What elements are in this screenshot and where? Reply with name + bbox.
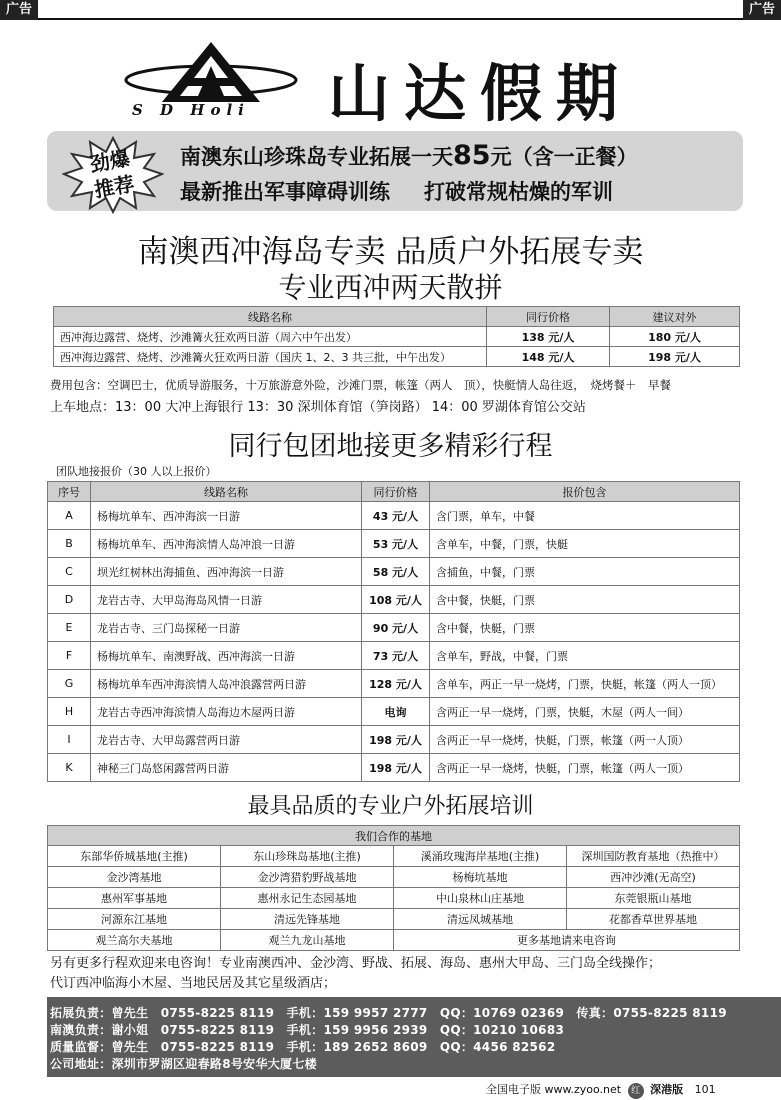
route-include: 含两正一早一烧烤，快艇，门票，帐篷（两一人顶） (430, 726, 740, 754)
route-suggest: 180 元/人 (610, 327, 740, 347)
promo-line-1 (180, 140, 638, 171)
partner-base: 清远凤城基地 (394, 909, 567, 930)
logo-text: S D Holi (132, 101, 250, 118)
table-row (48, 586, 740, 614)
partner-bases-header: 我们合作的基地 (48, 826, 740, 846)
route-name: 神秘三门岛悠闲露营两日游 (91, 754, 362, 782)
page-footer (486, 1081, 716, 1099)
brand-logo-icon (122, 38, 300, 118)
partner-base: 花都香草世界基地 (567, 909, 740, 930)
edition-name: 深港版 (650, 1083, 684, 1096)
route-name: 龙岩古寺西冲海滨情人岛海边木屋两日游 (91, 698, 362, 726)
route-id: B (48, 530, 91, 558)
table-row (48, 642, 740, 670)
partner-base: 金沙湾基地 (48, 867, 221, 888)
route-id: I (48, 726, 91, 754)
ad-label-left: 广告 (0, 0, 38, 20)
route-id: A (48, 502, 91, 530)
route-include: 含捕鱼，中餐，门票 (430, 558, 740, 586)
route-price: 138 元/人 (487, 327, 610, 347)
route-price: 148 元/人 (487, 347, 610, 367)
route-price: 90 元/人 (362, 614, 430, 642)
partner-base: 观兰九龙山基地 (221, 930, 394, 951)
headline-1: 南澳西冲海岛专卖 品质户外拓展专卖 (137, 234, 644, 270)
col-route: 线路名称 (91, 482, 362, 502)
price-table-1 (53, 306, 740, 367)
route-name: 杨梅坑单车、南澳野战、西冲海滨一日游 (91, 642, 362, 670)
table-row (54, 347, 740, 367)
col-price: 同行价格 (362, 482, 430, 502)
top-rule (0, 18, 781, 20)
route-include: 含两正一早一烧烤，门票，快艇，木屋（两人一间） (430, 698, 740, 726)
route-suggest: 198 元/人 (610, 347, 740, 367)
partner-base: 中山泉林山庄基地 (394, 888, 567, 909)
route-name: 西冲海边露营、烧烤、沙滩篝火狂欢两日游（国庆 1、2、3 共三批，中午出发） (54, 347, 487, 367)
partner-base: 西冲沙滩(无高空) (567, 867, 740, 888)
partner-base: 溪涌玫瑰海岸基地(主推) (394, 846, 567, 867)
route-include: 含两正一早一烧烤，快艇，门票，帐篷（两人一顶） (430, 754, 740, 782)
table2-caption: 团队地接报价（30 人以上报价） (56, 465, 217, 478)
table-row (48, 726, 740, 754)
col-route: 线路名称 (54, 307, 487, 327)
edition-badge-icon: 红 (628, 1083, 644, 1099)
table-row (54, 327, 740, 347)
route-id: D (48, 586, 91, 614)
route-price: 电询 (362, 698, 430, 726)
partner-base: 河源东江基地 (48, 909, 221, 930)
route-price: 43 元/人 (362, 502, 430, 530)
table-row (48, 888, 740, 909)
contact-line-3: 质量监督：曾先生 0755-8225 8119 手机：189 2652 8609 QQ：4456 82562 (50, 1040, 556, 1054)
route-price: 108 元/人 (362, 586, 430, 614)
route-id: K (48, 754, 91, 782)
promo-line-2 (180, 176, 613, 206)
page-number: 101 (694, 1083, 716, 1096)
partner-base: 东部华侨城基地(主推) (48, 846, 221, 867)
promo-line-1-suffix: 元（含一正餐） (490, 145, 638, 169)
partner-base: 金沙湾猎豹野战基地 (221, 867, 394, 888)
route-name: 杨梅坑单车、西冲海滨一日游 (91, 502, 362, 530)
route-name: 西冲海边露营、烧烤、沙滩篝火狂欢两日游（周六中午出发） (54, 327, 487, 347)
col-suggest: 建议对外 (610, 307, 740, 327)
route-price: 73 元/人 (362, 642, 430, 670)
route-include: 含单车，两正一早一烧烤，门票，快艇，帐篷（两人一顶） (430, 670, 740, 698)
table-row (48, 909, 740, 930)
route-include: 含中餐，快艇，门票 (430, 614, 740, 642)
headline-4: 最具品质的专业户外拓展培训 (247, 794, 534, 819)
table-row (48, 614, 740, 642)
partner-base: 深圳国防教育基地（热推中） (567, 846, 740, 867)
col-id: 序号 (48, 482, 91, 502)
table-row (48, 558, 740, 586)
burst-line-2: 推荐 (92, 171, 137, 203)
pickup-note: 上车地点：13：00 大冲上海银行 13：30 深圳体育馆（笋岗路） 14：00 罗湖体育馆公交站 (50, 400, 586, 415)
partner-base: 惠州永记生态园基地 (221, 888, 394, 909)
price-table-2 (47, 481, 740, 782)
route-name: 龙岩古寺、大甲岛海岛风情一日游 (91, 586, 362, 614)
route-id: F (48, 642, 91, 670)
promo-line-1-text: 南澳东山珍珠岛专业拓展一天 (180, 145, 453, 169)
route-price: 128 元/人 (362, 670, 430, 698)
table-header-row (54, 307, 740, 327)
site-url: 全国电子版 www.zyoo.net (486, 1083, 622, 1096)
route-id: C (48, 558, 91, 586)
promo-line-2b: 打破常规枯燥的军训 (424, 180, 613, 204)
route-id: E (48, 614, 91, 642)
table-row (48, 502, 740, 530)
ad-label-right: 广告 (743, 0, 781, 20)
brand-title: 山达假期 (328, 57, 633, 130)
burst-line-1: 劲爆 (87, 145, 132, 177)
route-name: 龙岩古寺、大甲岛露营两日游 (91, 726, 362, 754)
more-note-1: 另有更多行程欢迎来电咨询！专业南澳西冲、金沙湾、野战、拓展、海岛、惠州大甲岛、三门岛全线操作； (50, 956, 662, 971)
headline-3: 同行包团地接更多精彩行程 (228, 431, 553, 462)
route-include: 含单车，野战，中餐，门票 (430, 642, 740, 670)
more-note-2: 代订西冲临海小木屋、当地民居及其它星级酒店； (50, 976, 337, 991)
route-price: 58 元/人 (362, 558, 430, 586)
route-name: 龙岩古寺、三门岛探秘一日游 (91, 614, 362, 642)
promo-price: 85 (453, 140, 491, 171)
route-name: 坝光红树林出海捕鱼、西冲海滨一日游 (91, 558, 362, 586)
partner-base: 更多基地请来电咨询 (394, 930, 740, 951)
table-row (48, 754, 740, 782)
promo-line-2a: 最新推出军事障碍训练 (180, 180, 390, 204)
table-row (48, 530, 740, 558)
table-row (48, 930, 740, 951)
partner-base: 杨梅坑基地 (394, 867, 567, 888)
partner-base: 清远先锋基地 (221, 909, 394, 930)
table-row (48, 698, 740, 726)
partner-base: 惠州军事基地 (48, 888, 221, 909)
route-id: G (48, 670, 91, 698)
route-price: 198 元/人 (362, 726, 430, 754)
table-row (48, 867, 740, 888)
table-header-row (48, 482, 740, 502)
table-header-row (48, 826, 740, 846)
col-include: 报价包含 (430, 482, 740, 502)
partner-base: 东山珍珠岛基地(主推) (221, 846, 394, 867)
route-include: 含门票，单车，中餐 (430, 502, 740, 530)
route-include: 含中餐，快艇，门票 (430, 586, 740, 614)
route-include: 含单车，中餐，门票，快艇 (430, 530, 740, 558)
headline-2: 专业西冲两天散拼 (278, 271, 503, 304)
partner-base: 东莞银瓶山基地 (567, 888, 740, 909)
fee-note: 费用包含：空调巴士，优质导游服务，十万旅游意外险，沙滩门票，帐篷（两人 顶），快艇情人岛往返， 烧烤餐＋ 早餐 (50, 378, 671, 392)
table-row (48, 846, 740, 867)
route-price: 53 元/人 (362, 530, 430, 558)
partner-bases-table (47, 825, 740, 951)
contact-line-1: 拓展负责：曾先生 0755-8225 8119 手机：159 9957 2777 QQ：10769 02369 传真：0755-8225 8119 (50, 1006, 727, 1020)
route-id: H (48, 698, 91, 726)
route-name: 杨梅坑单车、西冲海滨情人岛冲浪一日游 (91, 530, 362, 558)
route-name: 杨梅坑单车西冲海滨情人岛冲浪露营两日游 (91, 670, 362, 698)
route-price: 198 元/人 (362, 754, 430, 782)
contact-line-2: 南澳负责：谢小姐 0755-8225 8119 手机：159 9956 2939 QQ：10210 10683 (50, 1023, 565, 1037)
col-price: 同行价格 (487, 307, 610, 327)
table-row (48, 670, 740, 698)
company-address: 公司地址：深圳市罗湖区迎春路8号安华大厦七楼 (50, 1057, 317, 1071)
partner-base: 观兰高尔夫基地 (48, 930, 221, 951)
